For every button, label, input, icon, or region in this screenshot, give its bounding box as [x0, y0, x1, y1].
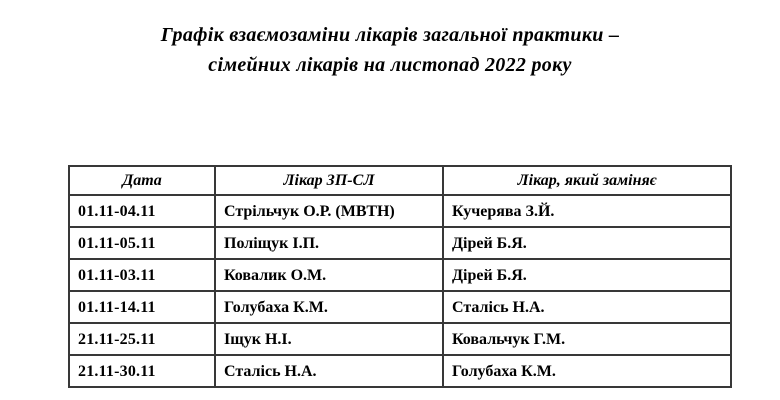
- header-cell-date: Дата: [69, 166, 215, 195]
- table-row: [69, 355, 731, 387]
- doctor-cell: Голубаха К.М.: [215, 291, 443, 323]
- table-row: [69, 227, 731, 259]
- substitute-cell: Голубаха К.М.: [443, 355, 731, 387]
- table-row: [69, 323, 731, 355]
- date-cell: 21.11-30.11: [69, 355, 215, 387]
- substitute-cell: Кучерява З.Й.: [443, 195, 731, 227]
- substitute-cell: Дірей Б.Я.: [443, 227, 731, 259]
- table-header-row: [69, 166, 731, 195]
- doctor-cell: Ковалик О.М.: [215, 259, 443, 291]
- table-row: [69, 291, 731, 323]
- substitute-cell: Дірей Б.Я.: [443, 259, 731, 291]
- doctor-cell: Іщук Н.І.: [215, 323, 443, 355]
- substitute-cell: Ковальчук Г.М.: [443, 323, 731, 355]
- substitution-schedule-table: [68, 165, 732, 388]
- doctor-cell: Поліщук І.П.: [215, 227, 443, 259]
- date-cell: 01.11-05.11: [69, 227, 215, 259]
- date-cell: 21.11-25.11: [69, 323, 215, 355]
- doctor-cell: Стрільчук О.Р. (МВТН): [215, 195, 443, 227]
- page-title-line2: сімейних лікарів на листопад 2022 року: [208, 54, 572, 76]
- substitute-cell: Сталісь Н.А.: [443, 291, 731, 323]
- header-cell-substitute: Лікар, який заміняє: [443, 166, 731, 195]
- table-row: [69, 195, 731, 227]
- date-cell: 01.11-14.11: [69, 291, 215, 323]
- doctor-cell: Сталісь Н.А.: [215, 355, 443, 387]
- date-cell: 01.11-03.11: [69, 259, 215, 291]
- date-cell: 01.11-04.11: [69, 195, 215, 227]
- header-cell-doctor: Лікар ЗП-СЛ: [215, 166, 443, 195]
- table-row: [69, 259, 731, 291]
- page-title: [0, 20, 780, 80]
- page-title-line1: Графік взаємозаміни лікарів загальної практики –: [160, 24, 620, 46]
